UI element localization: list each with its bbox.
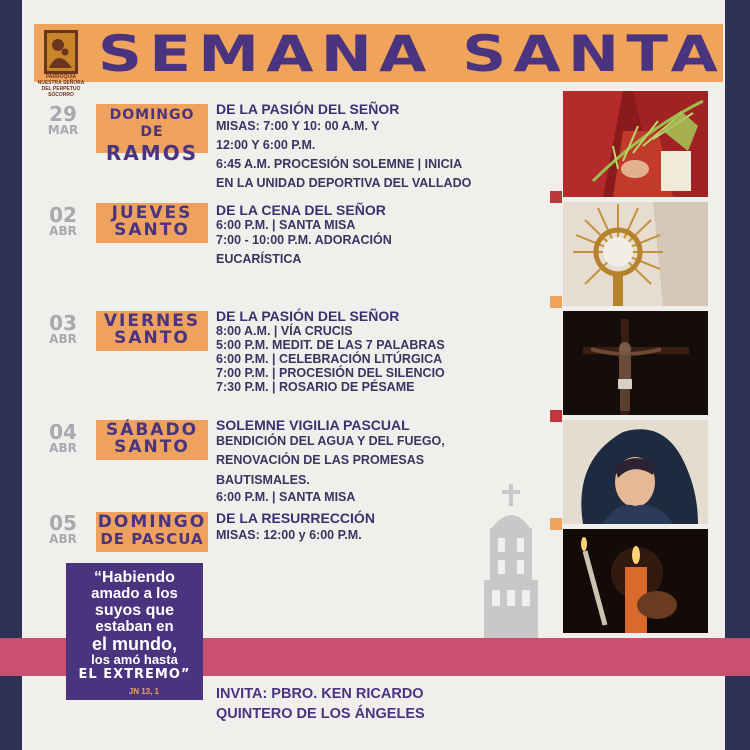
- event-name-line1: VIERNES: [103, 311, 201, 331]
- parish-logo-text: PARROQUIA NUESTRA SEÑORA DEL PERPETUO SOCORRO: [37, 74, 85, 98]
- event-name-line1: DOMINGO DE: [109, 107, 195, 140]
- event-line: 7:30 P.M. | ROSARIO DE PÉSAME: [216, 380, 415, 394]
- poster-title: SEMANA SANTA: [98, 25, 726, 83]
- event-name-line1: JUEVES: [111, 203, 193, 223]
- event-name-box: [96, 420, 208, 460]
- quote-line: el mundo,: [92, 634, 177, 654]
- accent-square: [550, 518, 562, 530]
- event-month: ABR: [49, 441, 77, 455]
- monstrance-photo: [563, 202, 708, 306]
- event-name-line1: DOMINGO: [97, 512, 207, 532]
- event-line: 6:00 P.M. | CELEBRACIÓN LITÚRGICA: [216, 352, 443, 366]
- event-name-line2: SANTO: [114, 220, 190, 240]
- quote-reference: JN 13, 1: [128, 687, 159, 696]
- event-details: [216, 418, 445, 505]
- event-month: MAR: [47, 123, 79, 137]
- event-name-box: [96, 203, 208, 243]
- event-name-box: [96, 104, 208, 165]
- event-name-line2: RAMOS: [105, 141, 199, 165]
- invite-line1: INVITA: PBRO. KEN RICARDO: [216, 686, 424, 702]
- event-line: 7:00 - 10:00 P.M. ADORACIÓN: [216, 233, 392, 247]
- event-name-line1: SÁBADO: [105, 420, 199, 440]
- event-date: [36, 313, 90, 346]
- event-line: 12:00 Y 6:00 P.M.: [216, 138, 316, 152]
- event-day: 04: [49, 420, 77, 444]
- event-day: 03: [49, 311, 77, 335]
- event-details: [216, 511, 375, 545]
- event-date: [36, 513, 90, 546]
- event-heading: DE LA PASIÓN DEL SEÑOR: [216, 101, 400, 117]
- event-heading: DE LA CENA DEL SEÑOR: [216, 202, 386, 218]
- event-details: [216, 102, 471, 193]
- accent-square: [550, 410, 562, 422]
- event-line: 6:00 P.M. | SANTA MISA: [216, 490, 356, 504]
- event-date: [36, 422, 90, 455]
- event-name-line2: SANTO: [114, 328, 190, 348]
- candles-photo: [563, 529, 708, 633]
- event-day: 05: [49, 511, 77, 535]
- event-name-line2: SANTO: [114, 437, 190, 457]
- event-name-box: [96, 311, 208, 351]
- event-line: RENOVACIÓN DE LAS PROMESAS: [216, 453, 425, 467]
- palm-sunday-photo: [563, 91, 708, 197]
- crucifix-photo: [563, 311, 708, 415]
- event-month: ABR: [49, 532, 77, 546]
- quote-line: los amó hasta: [91, 652, 178, 667]
- event-line: 8:00 A.M. | VÍA CRUCIS: [216, 324, 353, 338]
- event-line: MISAS: 12:00 y 6:00 P.M.: [216, 528, 362, 542]
- church-tower-icon: [480, 484, 542, 640]
- event-day: 29: [49, 102, 77, 126]
- event-line: BENDICIÓN DEL AGUA Y DEL FUEGO,: [216, 434, 445, 448]
- event-heading: DE LA PASIÓN DEL SEÑOR: [216, 308, 400, 324]
- event-line: 6:00 P.M. | SANTA MISA: [216, 218, 356, 232]
- event-line: MISAS: 7:00 Y 10: 00 A.M. Y: [216, 119, 380, 133]
- quote-line: EL EXTREMO”: [78, 667, 191, 682]
- event-line: EUCARÍSTICA: [216, 252, 302, 266]
- quote-line: amado a los: [91, 585, 178, 602]
- accent-square: [550, 191, 562, 203]
- virgin-dolorosa-photo: [563, 420, 708, 524]
- event-month: ABR: [49, 224, 77, 238]
- event-line: 7:00 P.M. | PROCESIÓN DEL SILENCIO: [216, 366, 445, 380]
- quote-line: suyos que: [94, 602, 175, 619]
- event-details: [216, 203, 392, 267]
- event-line: 6:45 A.M. PROCESIÓN SOLEMNE | INICIA: [216, 157, 463, 171]
- quote-line: estaban en: [95, 618, 174, 635]
- invite-text: [216, 684, 425, 724]
- event-name-box: [96, 512, 208, 552]
- event-date: [36, 205, 90, 238]
- event-month: ABR: [49, 332, 77, 346]
- event-name-line2: DE PASCUA: [100, 530, 204, 548]
- event-line: 5:00 P.M. MEDIT. DE LAS 7 PALABRAS: [216, 338, 445, 352]
- event-line: BAUTISMALES.: [216, 473, 310, 487]
- event-heading: SOLEMNE VIGILIA PASCUAL: [216, 417, 410, 433]
- accent-square: [550, 296, 562, 308]
- quote-line: “Habiendo: [94, 569, 175, 586]
- invite-line2: QUINTERO DE LOS ÁNGELES: [216, 706, 425, 722]
- event-day: 02: [49, 203, 77, 227]
- event-heading: DE LA RESURRECCIÓN: [216, 510, 375, 526]
- event-details: [216, 309, 445, 394]
- quote-box: [66, 563, 203, 700]
- event-line: EN LA UNIDAD DEPORTIVA DEL VALLADO: [216, 176, 472, 190]
- event-date: [36, 104, 90, 137]
- virgin-mary-icon: [36, 28, 86, 80]
